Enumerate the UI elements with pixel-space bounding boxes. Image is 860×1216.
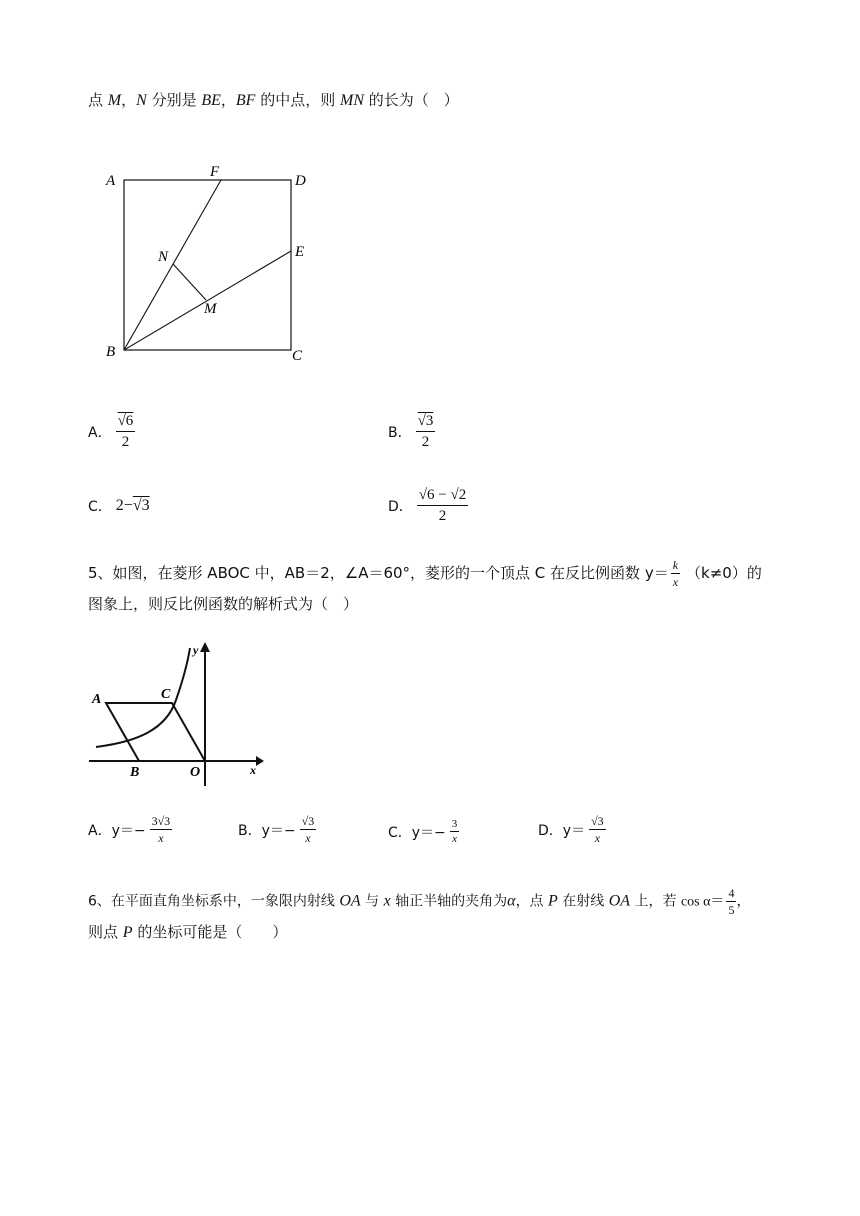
q5-text: （k≠0）的 bbox=[686, 564, 762, 582]
y-axis-arrow bbox=[200, 642, 210, 652]
option-fraction: $\frac{√6}{2}$ bbox=[117, 413, 134, 450]
label-a: A bbox=[106, 173, 116, 189]
option-fraction: $\frac{√3}{x}$ bbox=[301, 814, 315, 845]
option-letter: B． bbox=[388, 424, 412, 441]
option-letter: A．y＝− bbox=[88, 822, 146, 839]
rhombus-aboc bbox=[106, 703, 205, 761]
q5-option-d[interactable] bbox=[538, 814, 606, 845]
label-c: C bbox=[161, 687, 171, 702]
q5-option-b[interactable] bbox=[238, 814, 316, 845]
option-letter: D． bbox=[388, 498, 413, 515]
q5-stem-line1 bbox=[88, 558, 762, 589]
q4-option-c[interactable] bbox=[88, 496, 150, 516]
option-expression: 2−√3 bbox=[115, 497, 150, 514]
q4-var-mn: MN bbox=[340, 92, 364, 109]
q4-text: ， bbox=[121, 91, 137, 109]
label-m: M bbox=[204, 301, 217, 317]
q5-k-over-x: $\frac{k}{x}$ bbox=[672, 558, 679, 589]
q6-var-p: P bbox=[122, 924, 133, 941]
label-o: O bbox=[190, 765, 201, 780]
q4-var-m: M bbox=[107, 92, 122, 109]
q6-var-p: P bbox=[548, 892, 558, 910]
option-letter: B．y＝− bbox=[238, 822, 296, 839]
option-fraction: $\frac{3√3}{x}$ bbox=[151, 814, 171, 845]
q4-option-a[interactable] bbox=[88, 412, 135, 451]
label-x: x bbox=[250, 763, 256, 777]
square-outline bbox=[124, 180, 291, 350]
q5-rhombus-figure bbox=[86, 640, 272, 790]
option-fraction: $\frac{√3}{x}$ bbox=[591, 814, 604, 845]
q6-var-oa: OA bbox=[608, 892, 631, 910]
q5-option-c[interactable] bbox=[388, 818, 459, 845]
option-letter: C． bbox=[88, 499, 112, 515]
q4-stem bbox=[88, 90, 459, 111]
label-e: E bbox=[295, 244, 305, 260]
q4-text: 的中点，则 bbox=[255, 91, 340, 109]
q4-text: 分别是 bbox=[146, 91, 202, 109]
q4-text: ， bbox=[220, 91, 236, 109]
q6-var-oa: OA bbox=[339, 892, 361, 910]
q5-text: 5、如图，在菱形 ABOC 中，AB＝2，∠A＝60°，菱形的一个顶点 C 在反比例函数 y＝ bbox=[88, 564, 669, 582]
q6-fraction: $\frac{4}{5}$ bbox=[728, 886, 735, 917]
label-d: D bbox=[295, 173, 306, 189]
segment-mn bbox=[173, 264, 206, 300]
option-letter: C．y＝− bbox=[388, 824, 446, 841]
option-fraction: $\frac{√6 - √2}{2}$ bbox=[418, 487, 467, 524]
q4-text: 点 bbox=[88, 91, 108, 109]
q4-var-be: BE bbox=[201, 92, 221, 109]
label-f: F bbox=[210, 164, 220, 180]
q5-stem-line2: 图象上，则反比例函数的解析式为（ ） bbox=[88, 595, 359, 613]
q4-option-d[interactable] bbox=[388, 486, 468, 525]
q4-text: 的长为（ ） bbox=[364, 91, 459, 109]
option-letter: A． bbox=[88, 424, 112, 441]
q4-square-figure bbox=[100, 160, 320, 365]
label-y: y bbox=[193, 643, 199, 657]
option-letter: D．y＝ bbox=[538, 822, 586, 839]
option-fraction: $\frac{3}{x}$ bbox=[451, 818, 458, 845]
q6-var-x: x bbox=[383, 892, 391, 910]
label-c: C bbox=[292, 348, 303, 364]
x-axis-arrow bbox=[256, 756, 264, 766]
segment-bf bbox=[124, 180, 221, 350]
label-b: B bbox=[130, 765, 140, 780]
label-n: N bbox=[158, 249, 169, 265]
q4-option-b[interactable] bbox=[388, 412, 435, 451]
q4-var-n: N bbox=[136, 92, 147, 109]
label-b: B bbox=[106, 344, 116, 360]
hyperbola-curve bbox=[96, 648, 190, 747]
option-fraction: $\frac{√3}{2}$ bbox=[417, 413, 434, 450]
q6-stem-line2: 则点 P 的坐标可能是（ ） bbox=[88, 923, 288, 941]
q6-var-alpha: α bbox=[507, 892, 516, 910]
q5-option-a[interactable] bbox=[88, 814, 172, 845]
q4-var-bf: BF bbox=[235, 92, 256, 109]
q6-stem-line1: 6、在平面直角坐标系中，一象限内射线 OA 与 x 轴正半轴的夹角为α，点 P 在射线 OA 上，若 cos α＝ $\frac{4}{5}$ ， bbox=[88, 886, 751, 917]
label-a: A bbox=[92, 692, 102, 707]
q6-cos-alpha: cos α＝ bbox=[680, 894, 725, 910]
